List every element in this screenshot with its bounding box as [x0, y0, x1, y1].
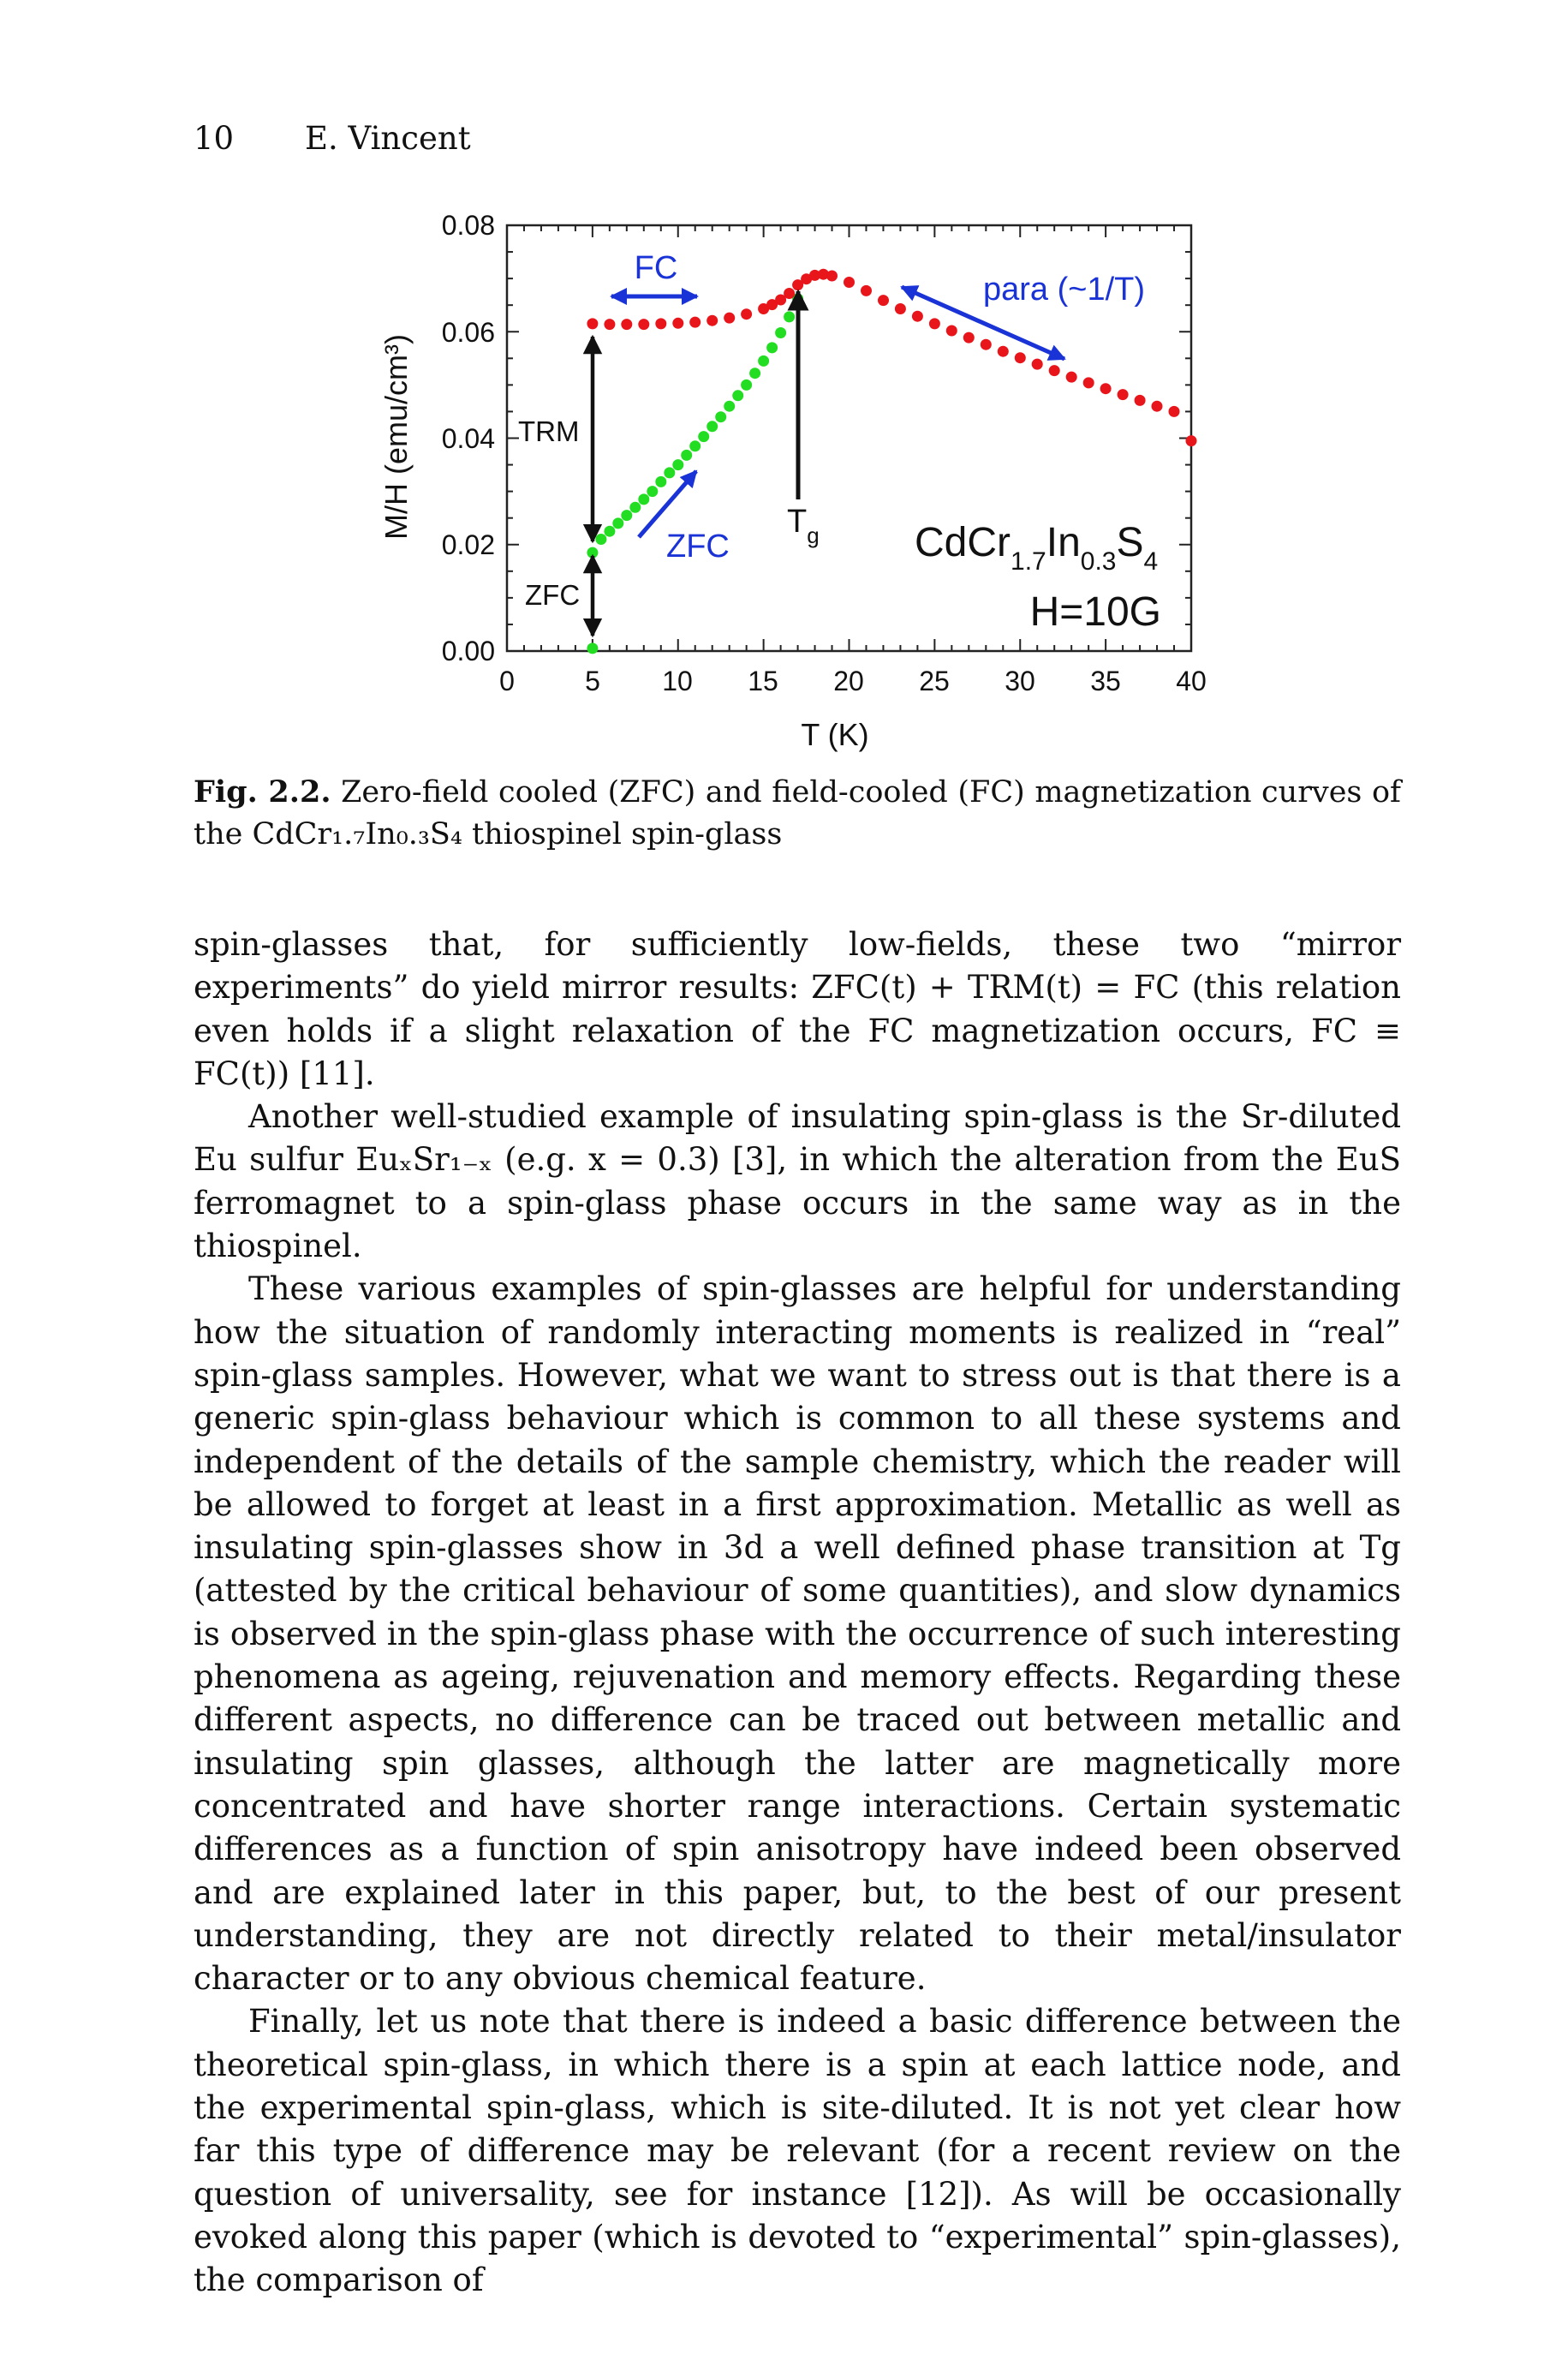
x-tick-label: 5 [585, 666, 600, 696]
zfc-data-point [741, 379, 752, 391]
x-tick-label: 15 [748, 666, 778, 696]
paragraph: These various examples of spin-glasses are helpful for understanding how the situation of randomly interacting moments is realized in “real” spin-glass samples. However, what we want to stress out is that there is a generic spin-glass behaviour which is common to all these systems and independent of the details of the sample chemistry, which the reader will be allowed to forget at least in a first approximation. Metallic as well as insulating spin-glasses show in 3d a well defined phase transition at Tg (attested by the critical behaviour of some quantities), and slow dynamics is observed in the spin-glass phase with the occurrence of such interesting phenomena as ageing, rejuvenation and memory effects. Regarding these different aspects, no difference can be traced out between metallic and insulating spin glasses, although the latter are magnetically more concentrated and have shorter range interactions. Certain systematic differences as a function of spin anisotropy have indeed been observed and are explained later in this paper, but, to the best of our present understanding, they are not directly related to their metal/insulator character or to any obvious chemical feature. [194, 1270, 1401, 1998]
fc-data-point [1015, 352, 1026, 363]
fc-data-point [1186, 435, 1197, 446]
fc-data-point [784, 288, 795, 299]
fc-data-point [604, 319, 615, 330]
fc-data-point [724, 313, 735, 324]
zfc-data-point [749, 367, 760, 379]
fc-data-point [706, 315, 718, 326]
compound-formula: $CdCr_{1.7}In_{0.3}S_4$ [915, 520, 1159, 576]
zfc-data-point [587, 642, 598, 654]
zfc-data-point [689, 440, 701, 451]
fc-data-point [912, 311, 923, 322]
zfc-data-point [629, 502, 641, 513]
para-label: para (~1/T) [983, 272, 1146, 308]
zfc-data-point [775, 327, 786, 338]
zfc-data-point [758, 356, 769, 367]
fc-data-point [741, 308, 752, 320]
author-name: E. Vincent [305, 120, 471, 157]
paragraph: Finally, let us note that there is indeed a basic difference between the theoretical spin-glass, in which there is a spin at each lattice node, and the experimental spin-glass, which is site-diluted. It is not yet clear how far this type of difference may be relevant (for a recent review on the question of universality, see for instance [12]). As will be occasionally evoked along this paper (which is devoted to “experimental” spin-glasses), the comparison of [194, 2003, 1401, 2299]
y-tick-label: 0.06 [441, 317, 495, 348]
fc-data-point [1083, 377, 1094, 388]
field-label: H=10G [1029, 589, 1161, 635]
zfc-data-point [672, 459, 683, 470]
zfc-arrow-label: ZFC [666, 529, 730, 565]
fc-label: FC [634, 250, 678, 286]
paragraph: Another well-studied example of insulating spin-glass is the Sr-diluted Eu sulfur EuₓSr₁₋ₓ (e.g. x = 0.3) [3], in which the alteration from the EuS ferromagnet to a spin-glass phase occurs in the same way as in the thiospinel. [194, 1098, 1401, 1265]
y-axis-label: M/H (emu/cm³) [379, 334, 414, 540]
zfc-data-point [681, 450, 692, 461]
y-tick-label: 0.02 [441, 529, 495, 560]
x-tick-label: 25 [919, 666, 950, 696]
x-tick-label: 10 [662, 666, 693, 696]
fc-data-point [1118, 389, 1129, 400]
zfc-data-point [621, 510, 632, 521]
fc-data-point [1049, 365, 1060, 376]
zfc-bracket-label: ZFC [525, 579, 581, 611]
fc-data-point [1169, 406, 1180, 417]
zfc-data-point [784, 311, 795, 322]
x-tick-label: 0 [499, 666, 515, 696]
fc-data-point [946, 326, 957, 337]
fc-data-point [655, 318, 666, 329]
zfc-data-point [715, 411, 726, 422]
fc-data-point [998, 346, 1009, 357]
fc-data-point [963, 332, 975, 344]
zfc-data-point [595, 534, 606, 545]
fc-data-point [844, 277, 855, 288]
caption-text: Zero-field cooled (ZFC) and field-cooled (FC) magnetization curves of the CdCr₁.₇In₀.₃S₄ thiospinel spin-glass [194, 775, 1401, 851]
fc-data-point [929, 318, 940, 329]
fc-data-point [638, 319, 649, 330]
fc-data-point [621, 319, 632, 330]
page-number: 10 [194, 120, 235, 157]
zfc-data-point [664, 467, 675, 478]
fc-data-point [1032, 359, 1043, 370]
fc-data-point [672, 318, 683, 329]
zfc-data-point [706, 421, 718, 432]
x-tick-label: 40 [1176, 666, 1207, 696]
fc-data-point [689, 317, 701, 328]
zfc-data-point [766, 342, 778, 353]
fc-data-point [861, 285, 872, 296]
zfc-data-point [604, 526, 615, 537]
fc-data-point [1135, 395, 1146, 406]
x-tick-label: 30 [1005, 666, 1035, 696]
fc-data-point [1100, 383, 1112, 394]
fc-data-point [1152, 401, 1163, 412]
y-tick-label: 0.00 [441, 636, 495, 666]
y-tick-label: 0.04 [441, 423, 495, 454]
fc-data-point [1066, 372, 1077, 383]
zfc-data-point [724, 401, 735, 412]
x-tick-label: 35 [1090, 666, 1121, 696]
fc-data-point [895, 303, 906, 314]
x-axis-label: T (K) [801, 717, 869, 752]
zfc-data-point [698, 431, 709, 442]
zfc-data-point [655, 476, 666, 487]
zfc-data-point [732, 390, 743, 401]
tg-label: $T_g$ [787, 504, 820, 548]
caption-label: Fig. 2.2. [194, 774, 331, 810]
figure-caption [194, 771, 1401, 856]
zfc-data-point [638, 493, 649, 505]
paragraph: spin-glasses that, for sufficiently low-fields, these two “mirror experiments” do yield mirror results: ZFC(t) + TRM(t) = FC (this relation even holds if a slight relaxation of the FC magnetization occurs, FC ≡ FC(t)) [11]. [194, 926, 1401, 1092]
fc-data-point [587, 318, 598, 329]
trm-label: TRM [518, 415, 580, 447]
fc-data-point [878, 295, 889, 306]
fc-data-point [981, 339, 992, 350]
body-text [194, 923, 1401, 2303]
y-tick-label: 0.08 [441, 210, 495, 241]
fc-data-point [826, 271, 838, 282]
zfc-data-point [647, 486, 658, 497]
zfc-arrow [639, 471, 696, 537]
magnetization-chart [0, 0, 1568, 771]
zfc-data-point [612, 517, 623, 529]
x-tick-label: 20 [833, 666, 864, 696]
